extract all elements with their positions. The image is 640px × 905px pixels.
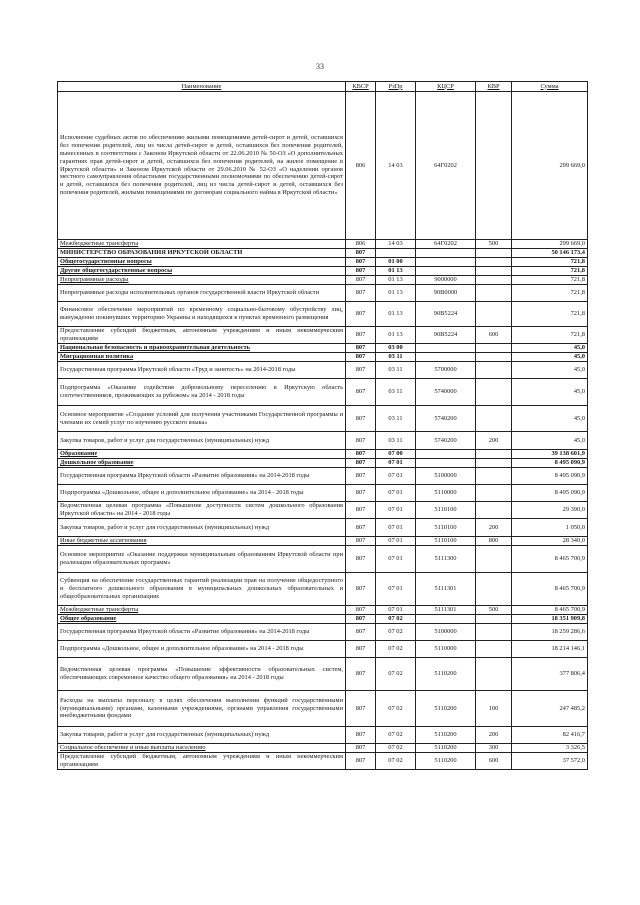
row-sum: 721,8 bbox=[512, 267, 588, 276]
table-row bbox=[58, 285, 588, 302]
row-rzpr: 03 00 bbox=[376, 344, 416, 353]
row-sum: 3 326,5 bbox=[512, 744, 588, 753]
row-kvsr: 807 bbox=[346, 258, 376, 267]
table-row bbox=[58, 546, 588, 573]
row-name: Дошкольное образование bbox=[58, 459, 346, 468]
row-name: Межбюджетные трансферты bbox=[58, 606, 346, 615]
header-sum: Сумма bbox=[512, 82, 588, 92]
row-kvr bbox=[476, 285, 512, 302]
table-row bbox=[58, 468, 588, 485]
row-kcsr: 64Г0202 bbox=[416, 240, 476, 249]
row-sum: 29 390,0 bbox=[512, 502, 588, 519]
row-name: Закупка товаров, работ и услуг для государственных (муниципальных) нужд bbox=[58, 432, 346, 450]
row-kvsr: 807 bbox=[346, 546, 376, 573]
row-kcsr: 5110200 bbox=[416, 658, 476, 691]
table-row bbox=[58, 258, 588, 267]
row-kvsr: 807 bbox=[346, 353, 376, 362]
row-kvr bbox=[476, 302, 512, 327]
row-kvsr: 807 bbox=[346, 344, 376, 353]
row-kvr bbox=[476, 502, 512, 519]
row-sum: 8 465 700,9 bbox=[512, 573, 588, 606]
row-rzpr: 07 02 bbox=[376, 727, 416, 744]
row-kvsr: 807 bbox=[346, 379, 376, 406]
row-sum: 8 465 700,9 bbox=[512, 606, 588, 615]
row-sum: 1 050,0 bbox=[512, 519, 588, 537]
table-row bbox=[58, 92, 588, 240]
row-kcsr: 5110000 bbox=[416, 485, 476, 502]
row-kvr bbox=[476, 450, 512, 459]
row-sum: 247 485,2 bbox=[512, 691, 588, 727]
table-row bbox=[58, 327, 588, 344]
row-name: Финансовое обеспечение мероприятий по временному социально-бытовому обустройству лиц, вынужденно покинувших территорию Украины и находящихся в пунктах временного размещения bbox=[58, 302, 346, 327]
row-kvr bbox=[476, 406, 512, 432]
row-sum: 8 495 090,9 bbox=[512, 468, 588, 485]
row-kvsr: 807 bbox=[346, 285, 376, 302]
table-row bbox=[58, 344, 588, 353]
row-kcsr: 5111301 bbox=[416, 606, 476, 615]
row-kvsr: 807 bbox=[346, 519, 376, 537]
row-kcsr bbox=[416, 450, 476, 459]
row-name: Государственная программа Иркутской области «Развитие образования» на 2014-2018 годы bbox=[58, 468, 346, 485]
budget-table bbox=[57, 81, 588, 770]
row-kcsr: 5740200 bbox=[416, 406, 476, 432]
page-number: 33 bbox=[316, 62, 324, 71]
row-kcsr: 5110200 bbox=[416, 691, 476, 727]
row-kvr bbox=[476, 615, 512, 624]
row-kvsr: 807 bbox=[346, 744, 376, 753]
row-rzpr: 07 02 bbox=[376, 658, 416, 691]
row-kcsr bbox=[416, 459, 476, 468]
table-row bbox=[58, 502, 588, 519]
row-kcsr: 5110000 bbox=[416, 641, 476, 658]
table-row bbox=[58, 450, 588, 459]
row-sum: 45,0 bbox=[512, 432, 588, 450]
header-rzpr: РзПр bbox=[376, 82, 416, 92]
row-kvsr: 807 bbox=[346, 327, 376, 344]
row-kcsr: 5740000 bbox=[416, 379, 476, 406]
row-kvsr: 807 bbox=[346, 573, 376, 606]
row-name: Государственная программа Иркутской области «Развитие образования» на 2014-2018 годы bbox=[58, 624, 346, 641]
row-name: Ведомственная целевая программа «Повышение доступности систем дошкольного образования Иркутской области» на 2014 - 2018 годы bbox=[58, 502, 346, 519]
row-kcsr: 5740200 bbox=[416, 432, 476, 450]
row-sum: 8 465 700,9 bbox=[512, 546, 588, 573]
row-sum: 39 138 601,9 bbox=[512, 450, 588, 459]
table-row bbox=[58, 606, 588, 615]
row-kvsr: 807 bbox=[346, 406, 376, 432]
row-kvsr: 807 bbox=[346, 485, 376, 502]
row-rzpr: 03 11 bbox=[376, 353, 416, 362]
row-kvr bbox=[476, 249, 512, 258]
row-name: Другие общегосударственные вопросы bbox=[58, 267, 346, 276]
header-kvr: КВР bbox=[476, 82, 512, 92]
row-kvr: 100 bbox=[476, 691, 512, 727]
row-sum: 18 214 146,1 bbox=[512, 641, 588, 658]
table-row bbox=[58, 519, 588, 537]
row-kvr bbox=[476, 362, 512, 379]
table-row bbox=[58, 240, 588, 249]
header-kcsr: КЦСР bbox=[416, 82, 476, 92]
row-sum: 721,8 bbox=[512, 327, 588, 344]
row-rzpr: 01 13 bbox=[376, 285, 416, 302]
row-kvr: 600 bbox=[476, 753, 512, 770]
row-sum: 299 669,0 bbox=[512, 240, 588, 249]
row-kvr: 600 bbox=[476, 327, 512, 344]
row-kvsr: 807 bbox=[346, 691, 376, 727]
row-name: Миграционная политика bbox=[58, 353, 346, 362]
table-row bbox=[58, 727, 588, 744]
row-rzpr: 03 11 bbox=[376, 432, 416, 450]
row-rzpr: 07 01 bbox=[376, 468, 416, 485]
row-kvr bbox=[476, 658, 512, 691]
row-rzpr: 03 11 bbox=[376, 362, 416, 379]
row-kcsr: 5110100 bbox=[416, 519, 476, 537]
row-kcsr: 9000000 bbox=[416, 276, 476, 285]
row-rzpr: 07 00 bbox=[376, 450, 416, 459]
row-sum: 721,8 bbox=[512, 258, 588, 267]
row-kvr bbox=[476, 546, 512, 573]
row-kvr: 200 bbox=[476, 727, 512, 744]
row-kvsr: 807 bbox=[346, 249, 376, 258]
table-row bbox=[58, 537, 588, 546]
row-kcsr: 90В0000 bbox=[416, 285, 476, 302]
row-sum: 28 340,0 bbox=[512, 537, 588, 546]
row-kvsr: 807 bbox=[346, 302, 376, 327]
row-name: Межбюджетные трансферты bbox=[58, 240, 346, 249]
row-kcsr: 5110100 bbox=[416, 537, 476, 546]
row-kvsr: 807 bbox=[346, 450, 376, 459]
row-rzpr: 07 02 bbox=[376, 615, 416, 624]
row-kvr bbox=[476, 258, 512, 267]
row-rzpr bbox=[376, 249, 416, 258]
row-kvsr: 807 bbox=[346, 459, 376, 468]
row-name: Иные бюджетные ассигнования bbox=[58, 537, 346, 546]
row-rzpr: 07 01 bbox=[376, 519, 416, 537]
row-name: Расходы на выплаты персоналу в целях обеспечения выполнения функций государственными (муниципальными) органами, казенными учреждениями, органами управления государственными внебюджетными фондами bbox=[58, 691, 346, 727]
row-rzpr: 07 02 bbox=[376, 624, 416, 641]
row-kcsr bbox=[416, 615, 476, 624]
row-sum: 45,0 bbox=[512, 344, 588, 353]
row-kcsr bbox=[416, 249, 476, 258]
row-kvr bbox=[476, 276, 512, 285]
row-kcsr bbox=[416, 344, 476, 353]
table-row bbox=[58, 753, 588, 770]
row-kvsr: 807 bbox=[346, 502, 376, 519]
row-rzpr: 07 01 bbox=[376, 485, 416, 502]
row-kcsr: 5110200 bbox=[416, 753, 476, 770]
row-rzpr: 07 02 bbox=[376, 753, 416, 770]
row-rzpr: 01 13 bbox=[376, 327, 416, 344]
row-kvr bbox=[476, 459, 512, 468]
table-row bbox=[58, 276, 588, 285]
row-name: Образование bbox=[58, 450, 346, 459]
row-kvr bbox=[476, 379, 512, 406]
row-rzpr: 01 13 bbox=[376, 302, 416, 327]
row-name: Закупка товаров, работ и услуг для государственных (муниципальных) нужд bbox=[58, 519, 346, 537]
row-kvr: 200 bbox=[476, 432, 512, 450]
row-kcsr: 5100000 bbox=[416, 624, 476, 641]
row-name: Национальная безопасность и правоохранительная деятельность bbox=[58, 344, 346, 353]
row-name: Подпрограмма «Дошкольное, общее и дополнительное образование» на 2014 - 2018 годы bbox=[58, 485, 346, 502]
row-sum: 82 416,7 bbox=[512, 727, 588, 744]
row-kcsr: 5110200 bbox=[416, 744, 476, 753]
row-name: Закупка товаров, работ и услуг для государственных (муниципальных) нужд bbox=[58, 727, 346, 744]
row-kvr bbox=[476, 485, 512, 502]
row-rzpr: 14 03 bbox=[376, 92, 416, 240]
header-name: Наименование bbox=[58, 82, 346, 92]
row-kvsr: 807 bbox=[346, 468, 376, 485]
row-kcsr bbox=[416, 353, 476, 362]
row-sum: 721,8 bbox=[512, 276, 588, 285]
table-row bbox=[58, 573, 588, 606]
row-name: Основное мероприятие «Оказание поддержки муниципальным образованиям Иркутской области при реализации образовательных программ» bbox=[58, 546, 346, 573]
row-sum: 721,8 bbox=[512, 302, 588, 327]
table-row bbox=[58, 379, 588, 406]
row-kvsr: 807 bbox=[346, 537, 376, 546]
row-kvsr: 807 bbox=[346, 276, 376, 285]
row-kvr bbox=[476, 624, 512, 641]
table-row bbox=[58, 459, 588, 468]
row-kcsr: 5111300 bbox=[416, 546, 476, 573]
row-kcsr: 5700000 bbox=[416, 362, 476, 379]
row-sum: 299 669,0 bbox=[512, 92, 588, 240]
row-kcsr bbox=[416, 258, 476, 267]
table-row bbox=[58, 691, 588, 727]
row-rzpr: 07 02 bbox=[376, 744, 416, 753]
table-row bbox=[58, 362, 588, 379]
row-rzpr: 07 02 bbox=[376, 691, 416, 727]
row-sum: 50 146 173,4 bbox=[512, 249, 588, 258]
row-kcsr: 90В5224 bbox=[416, 302, 476, 327]
row-name: Общегосударственные вопросы bbox=[58, 258, 346, 267]
row-kcsr: 5110200 bbox=[416, 727, 476, 744]
row-name: Государственная программа Иркутской области «Труд и занятость» на 2014-2018 годы bbox=[58, 362, 346, 379]
row-kvr bbox=[476, 344, 512, 353]
row-rzpr: 01 00 bbox=[376, 258, 416, 267]
header-kvsr: КВСР bbox=[346, 82, 376, 92]
row-kvr bbox=[476, 468, 512, 485]
row-sum: 8 495 090,9 bbox=[512, 459, 588, 468]
table-row bbox=[58, 624, 588, 641]
row-name: Ведомственная целевая программа «Повышение эффективности образовательных систем, обеспечивающих современное качество общего образования» на 2014 - 2018 годы bbox=[58, 658, 346, 691]
row-kvsr: 807 bbox=[346, 641, 376, 658]
row-kcsr: 90В5224 bbox=[416, 327, 476, 344]
row-kcsr bbox=[416, 267, 476, 276]
row-rzpr: 07 01 bbox=[376, 502, 416, 519]
row-name: Исполнение судебных актов по обеспечению жилыми помещениями детей-сирот и детей, оставшихся без попечения родителей, лиц из числа детей-сирот и детей, оставшихся без попечения родителей, вынесенных в соответствии с Законом Иркутской области от 22.06.2010 № 50-ОЗ «О дополнительных гарантиях прав детей-сирот и детей, оставшихся без попечения родителей, на жилое помещение в Иркутской области» и Законом Иркутской области от 29.06.2010 № 52-ОЗ «О наделении органов местного самоуправления областными государственными полномочиями по обеспечению детей-сирот и детей, оставшихся без попечения родителей, лиц из числа детей-сирот и детей, оставшихся без попечения родителей, жилыми помещениями по договорам социального найма в Иркутской области» bbox=[58, 92, 346, 240]
row-sum: 18 351 909,8 bbox=[512, 615, 588, 624]
row-rzpr: 07 01 bbox=[376, 537, 416, 546]
row-kvr: 500 bbox=[476, 240, 512, 249]
row-rzpr: 07 02 bbox=[376, 641, 416, 658]
row-name: Предоставление субсидий бюджетным, автономным учреждениям и иным некоммерческим организациям bbox=[58, 753, 346, 770]
row-name: Субвенция на обеспечение государственных гарантий реализации прав на получение общедоступного и бесплатного дошкольного образования в муниципальных дошкольных образовательных и общеобразовательных организациях bbox=[58, 573, 346, 606]
row-rzpr: 07 01 bbox=[376, 459, 416, 468]
table-row bbox=[58, 432, 588, 450]
row-kvr bbox=[476, 641, 512, 658]
table-row bbox=[58, 406, 588, 432]
table-row bbox=[58, 353, 588, 362]
row-kcsr: 64Г0202 bbox=[416, 92, 476, 240]
row-kvr bbox=[476, 267, 512, 276]
row-sum: 45,0 bbox=[512, 362, 588, 379]
row-rzpr: 14 03 bbox=[376, 240, 416, 249]
row-sum: 721,8 bbox=[512, 285, 588, 302]
row-kvsr: 807 bbox=[346, 267, 376, 276]
row-kvr bbox=[476, 353, 512, 362]
row-sum: 37 572,0 bbox=[512, 753, 588, 770]
row-kvsr: 807 bbox=[346, 615, 376, 624]
table-row bbox=[58, 615, 588, 624]
row-name: Общее образование bbox=[58, 615, 346, 624]
row-rzpr: 03 11 bbox=[376, 406, 416, 432]
row-name: Социальное обеспечение и иные выплаты населению bbox=[58, 744, 346, 753]
table-row bbox=[58, 302, 588, 327]
row-sum: 377 806,4 bbox=[512, 658, 588, 691]
row-sum: 45,0 bbox=[512, 379, 588, 406]
table-row bbox=[58, 658, 588, 691]
row-kvsr: 807 bbox=[346, 658, 376, 691]
row-kvr: 300 bbox=[476, 744, 512, 753]
row-sum: 45,0 bbox=[512, 406, 588, 432]
row-kvsr: 807 bbox=[346, 727, 376, 744]
row-rzpr: 07 01 bbox=[376, 546, 416, 573]
table-row bbox=[58, 485, 588, 502]
row-rzpr: 07 01 bbox=[376, 573, 416, 606]
row-name: Предоставление субсидий бюджетным, автономным учреждениям и иным некоммерческим организациям bbox=[58, 327, 346, 344]
row-sum: 8 495 090,9 bbox=[512, 485, 588, 502]
row-kvr bbox=[476, 92, 512, 240]
row-name: Непрограммные расходы bbox=[58, 276, 346, 285]
row-kcsr: 5110100 bbox=[416, 502, 476, 519]
row-kvsr: 807 bbox=[346, 606, 376, 615]
row-kvsr: 806 bbox=[346, 240, 376, 249]
row-sum: 18 259 286,6 bbox=[512, 624, 588, 641]
row-name: Подпрограмма «Оказание содействия добровольному переселению в Иркутскую область соотечественников, проживающих за рубежом» на 2014 - 2018 годы bbox=[58, 379, 346, 406]
row-kcsr: 5111301 bbox=[416, 573, 476, 606]
row-name: Основное мероприятие «Создание условий для получения участниками Государственной программы и членами их семей услуг по изучению русского языка» bbox=[58, 406, 346, 432]
row-kvr: 500 bbox=[476, 606, 512, 615]
row-kvsr: 807 bbox=[346, 753, 376, 770]
row-rzpr: 07 01 bbox=[376, 606, 416, 615]
row-kcsr: 5100000 bbox=[416, 468, 476, 485]
row-kvsr: 807 bbox=[346, 432, 376, 450]
table-header-row bbox=[58, 82, 588, 92]
table-row bbox=[58, 249, 588, 258]
table-row bbox=[58, 744, 588, 753]
row-name: Непрограммные расходы исполнительных органов государственной власти Иркутской области bbox=[58, 285, 346, 302]
row-name: МИНИСТЕРСТВО ОБРАЗОВАНИЯ ИРКУТСКОЙ ОБЛАСТИ bbox=[58, 249, 346, 258]
table-row bbox=[58, 267, 588, 276]
row-name: Подпрограмма «Дошкольное, общее и дополнительное образование» на 2014 - 2018 годы bbox=[58, 641, 346, 658]
row-kvr: 800 bbox=[476, 537, 512, 546]
row-sum: 45,0 bbox=[512, 353, 588, 362]
row-kvr: 200 bbox=[476, 519, 512, 537]
row-kvr bbox=[476, 573, 512, 606]
table-row bbox=[58, 641, 588, 658]
row-rzpr: 03 11 bbox=[376, 379, 416, 406]
table-body bbox=[58, 92, 588, 770]
row-kvsr: 807 bbox=[346, 362, 376, 379]
row-kvsr: 807 bbox=[346, 624, 376, 641]
row-kvsr: 806 bbox=[346, 92, 376, 240]
row-rzpr: 01 13 bbox=[376, 276, 416, 285]
row-rzpr: 01 13 bbox=[376, 267, 416, 276]
